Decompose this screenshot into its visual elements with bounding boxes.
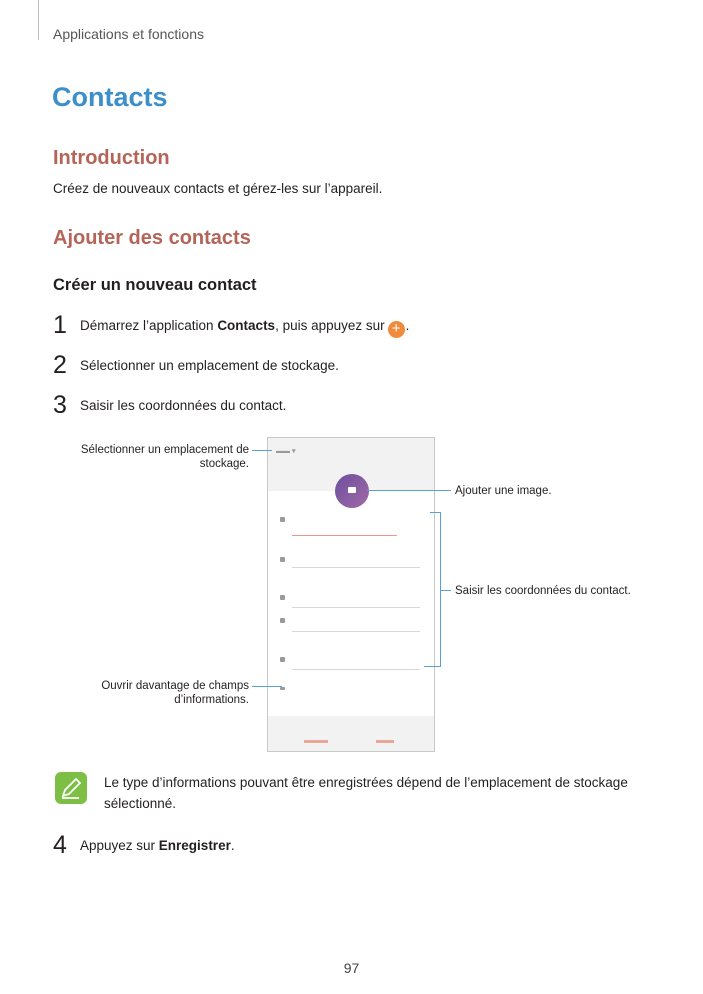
note-icon <box>55 772 87 804</box>
step-4-bold: Enregistrer <box>158 838 231 853</box>
create-subheading: Créer un nouveau contact <box>53 276 257 294</box>
org-icon <box>280 557 285 562</box>
company-field-line <box>292 567 420 568</box>
name-field-line <box>292 535 397 536</box>
intro-text: Créez de nouveaux contacts et gérez-les sur l’appareil. <box>53 181 383 196</box>
step-4-number: 4 <box>53 831 67 859</box>
group-field-line <box>292 669 420 670</box>
callout-details: Saisir les coordonnées du contact. <box>455 585 631 597</box>
step-3-number: 3 <box>53 391 67 419</box>
callout-storage-line <box>252 450 272 451</box>
contact-form-card <box>268 491 434 716</box>
add-image-avatar <box>335 474 369 508</box>
page-number: 97 <box>343 960 360 976</box>
callout-image-line <box>367 490 451 491</box>
step-1-text <box>80 318 409 338</box>
storage-selector-blur: ▬▬ ▾ <box>276 448 296 455</box>
phone-icon <box>280 595 285 600</box>
step-1-number: 1 <box>53 311 67 339</box>
step-1-bold: Contacts <box>217 318 276 333</box>
add-plus-icon: + <box>388 321 405 338</box>
pen-icon <box>55 772 87 804</box>
group-icon <box>280 657 285 662</box>
page-title: Contacts <box>52 82 168 112</box>
add-heading: Ajouter des contacts <box>53 227 251 249</box>
callout-details-line <box>440 590 451 591</box>
person-icon <box>280 517 285 522</box>
step-3-text: Saisir les coordonnées du contact. <box>80 398 287 413</box>
chevron-down-icon <box>280 687 285 690</box>
step-1-pre: Démarrez l’application <box>80 318 218 333</box>
phone-field-line <box>292 607 420 608</box>
step-2-text: Sélectionner un emplacement de stockage. <box>80 358 339 373</box>
save-button-blur <box>376 740 394 743</box>
step-4-text <box>80 838 235 853</box>
step-4-end: . <box>230 838 235 853</box>
step-2-number: 2 <box>53 351 67 379</box>
phone-screenshot <box>267 437 435 752</box>
step-1-end: . <box>405 318 410 333</box>
cancel-button-blur <box>304 740 328 743</box>
callout-storage: Sélectionner un emplacement de stockage. <box>80 444 249 470</box>
email-field-line <box>292 631 420 632</box>
step-1-post: , puis appuyez sur <box>275 318 385 333</box>
bracket-bottom <box>424 666 441 667</box>
callout-more: Ouvrir davantage de champs d’informations. <box>101 680 249 706</box>
email-icon <box>280 618 285 623</box>
callout-more-line <box>252 686 282 687</box>
callout-image: Ajouter une image. <box>455 485 552 497</box>
intro-heading: Introduction <box>53 147 170 169</box>
header-rule <box>38 0 39 40</box>
note-text: Le type d’informations pouvant être enregistrées dépend de l’emplacement de stockage sélectionné. <box>104 775 628 811</box>
running-header: Applications et fonctions <box>53 26 204 42</box>
step-4-pre: Appuyez sur <box>80 838 159 853</box>
